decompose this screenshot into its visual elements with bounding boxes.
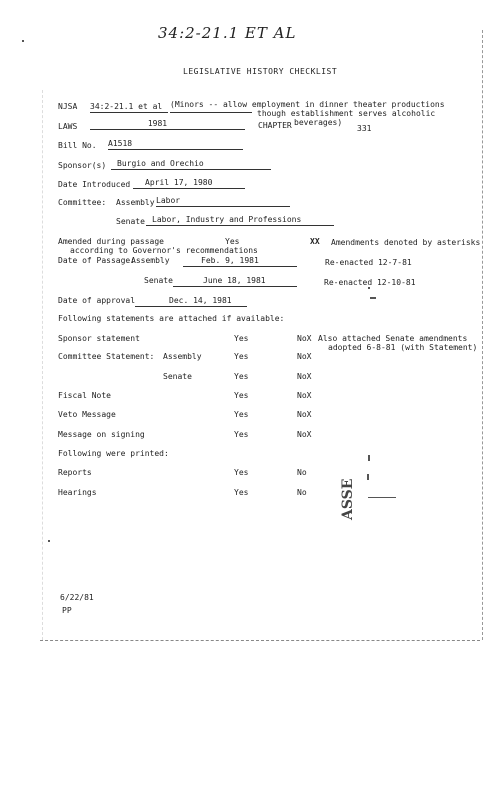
- speck: [48, 540, 50, 542]
- printed-heading: Following were printed:: [58, 449, 169, 458]
- page-bottom-edge: [40, 640, 480, 641]
- njsa-description-3: beverages): [294, 118, 343, 127]
- footer-date: 6/22/81: [60, 593, 94, 602]
- amended-note: Amendments denoted by asterisks: [331, 238, 481, 247]
- passage-assembly-label: Assembly: [131, 256, 170, 265]
- njsa-description-2: though establishment serves alcoholic: [257, 109, 436, 118]
- page-right-edge: [482, 30, 483, 640]
- committee-label: Committee:: [58, 198, 107, 207]
- sponsors-label: Sponsor(s): [58, 161, 107, 170]
- page-left-edge: [42, 90, 43, 640]
- veto-message-yes: Yes: [234, 410, 249, 419]
- passage-senate-label: Senate: [144, 276, 173, 285]
- speck: [368, 287, 370, 289]
- stamp-line: [368, 497, 396, 498]
- passage-label: Date of Passage:: [58, 256, 136, 265]
- njsa-value: 34:2-21.1 et al: [90, 102, 168, 113]
- committee-assembly-label: Assembly: [116, 198, 155, 207]
- approval-label: Date of approval: [58, 296, 136, 305]
- sponsor-statement-yes: Yes: [234, 334, 249, 343]
- message-signing-no: NoX: [297, 430, 312, 439]
- speck: [367, 474, 369, 480]
- approval-date: Dec. 14, 1981: [135, 296, 247, 307]
- sponsor-statement-label: Sponsor statement: [58, 334, 140, 343]
- fiscal-note-label: Fiscal Note: [58, 391, 111, 400]
- committee-assembly-no: NoX: [297, 352, 312, 361]
- handwritten-reference: 34:2-21.1 ET AL: [158, 24, 297, 42]
- amended-sublabel: according to Governor's recommendations: [70, 246, 258, 255]
- njsa-label: NJSA: [58, 102, 78, 111]
- committee-statement-senate: Senate: [163, 372, 192, 381]
- fiscal-note-no: NoX: [297, 391, 312, 400]
- date-introduced-label: Date Introduced: [58, 180, 131, 189]
- speck: [22, 40, 24, 42]
- committee-statement-assembly: Assembly: [163, 352, 202, 361]
- speck: [368, 455, 370, 461]
- laws-year: 1981: [90, 119, 245, 130]
- sponsor-statement-no: NoX: [297, 334, 312, 343]
- page-title: LEGISLATIVE HISTORY CHECKLIST: [183, 67, 338, 76]
- committee-senate-yes: Yes: [234, 372, 249, 381]
- passage-assembly-note: Re-enacted 12-7-81: [325, 258, 412, 267]
- njsa-desc-underline: [170, 112, 252, 113]
- fiscal-note-yes: Yes: [234, 391, 249, 400]
- bill-label: Bill No.: [58, 141, 97, 150]
- reports-yes: Yes: [234, 468, 249, 477]
- laws-label: LAWS: [58, 122, 78, 131]
- amended-yes: Yes: [225, 237, 240, 246]
- committee-senate-no: NoX: [297, 372, 312, 381]
- sponsor-statement-note-1: Also attached Senate amendments: [318, 334, 468, 343]
- message-signing-yes: Yes: [234, 430, 249, 439]
- sponsor-statement-note-2: adopted 6-8-81 (with Statement): [328, 343, 478, 352]
- passage-assembly-date: Feb. 9, 1981: [183, 256, 297, 267]
- reports-no: No: [297, 468, 307, 477]
- hearings-label: Hearings: [58, 488, 97, 497]
- reports-label: Reports: [58, 468, 92, 477]
- date-introduced-value: April 17, 1980: [133, 178, 245, 189]
- footer-initials: PP: [62, 606, 72, 615]
- hearings-yes: Yes: [234, 488, 249, 497]
- committee-assembly-value: Labor: [156, 196, 290, 207]
- amended-label: Amended during passage: [58, 237, 164, 246]
- committee-statement-label: Committee Statement:: [58, 352, 155, 361]
- chapter-number: 331: [357, 124, 372, 133]
- message-signing-label: Message on signing: [58, 430, 145, 439]
- sponsors-value: Burgio and Orechio: [111, 159, 271, 170]
- speck: [370, 297, 376, 299]
- committee-senate-value: Labor, Industry and Professions: [146, 215, 334, 226]
- library-stamp: ASSE: [340, 478, 356, 520]
- njsa-description-1: (Minors -- allow employment in dinner theater productions: [170, 100, 445, 109]
- amended-no: XX: [310, 237, 320, 246]
- veto-message-no: NoX: [297, 410, 312, 419]
- committee-senate-label: Senate: [116, 217, 145, 226]
- bill-number: A1518: [108, 139, 243, 150]
- committee-assembly-yes: Yes: [234, 352, 249, 361]
- hearings-no: No: [297, 488, 307, 497]
- attached-heading: Following statements are attached if available:: [58, 314, 285, 323]
- chapter-label: CHAPTER: [258, 121, 292, 130]
- passage-senate-note: Re-enacted 12-10-81: [324, 278, 416, 287]
- veto-message-label: Veto Message: [58, 410, 116, 419]
- passage-senate-date: June 18, 1981: [173, 276, 297, 287]
